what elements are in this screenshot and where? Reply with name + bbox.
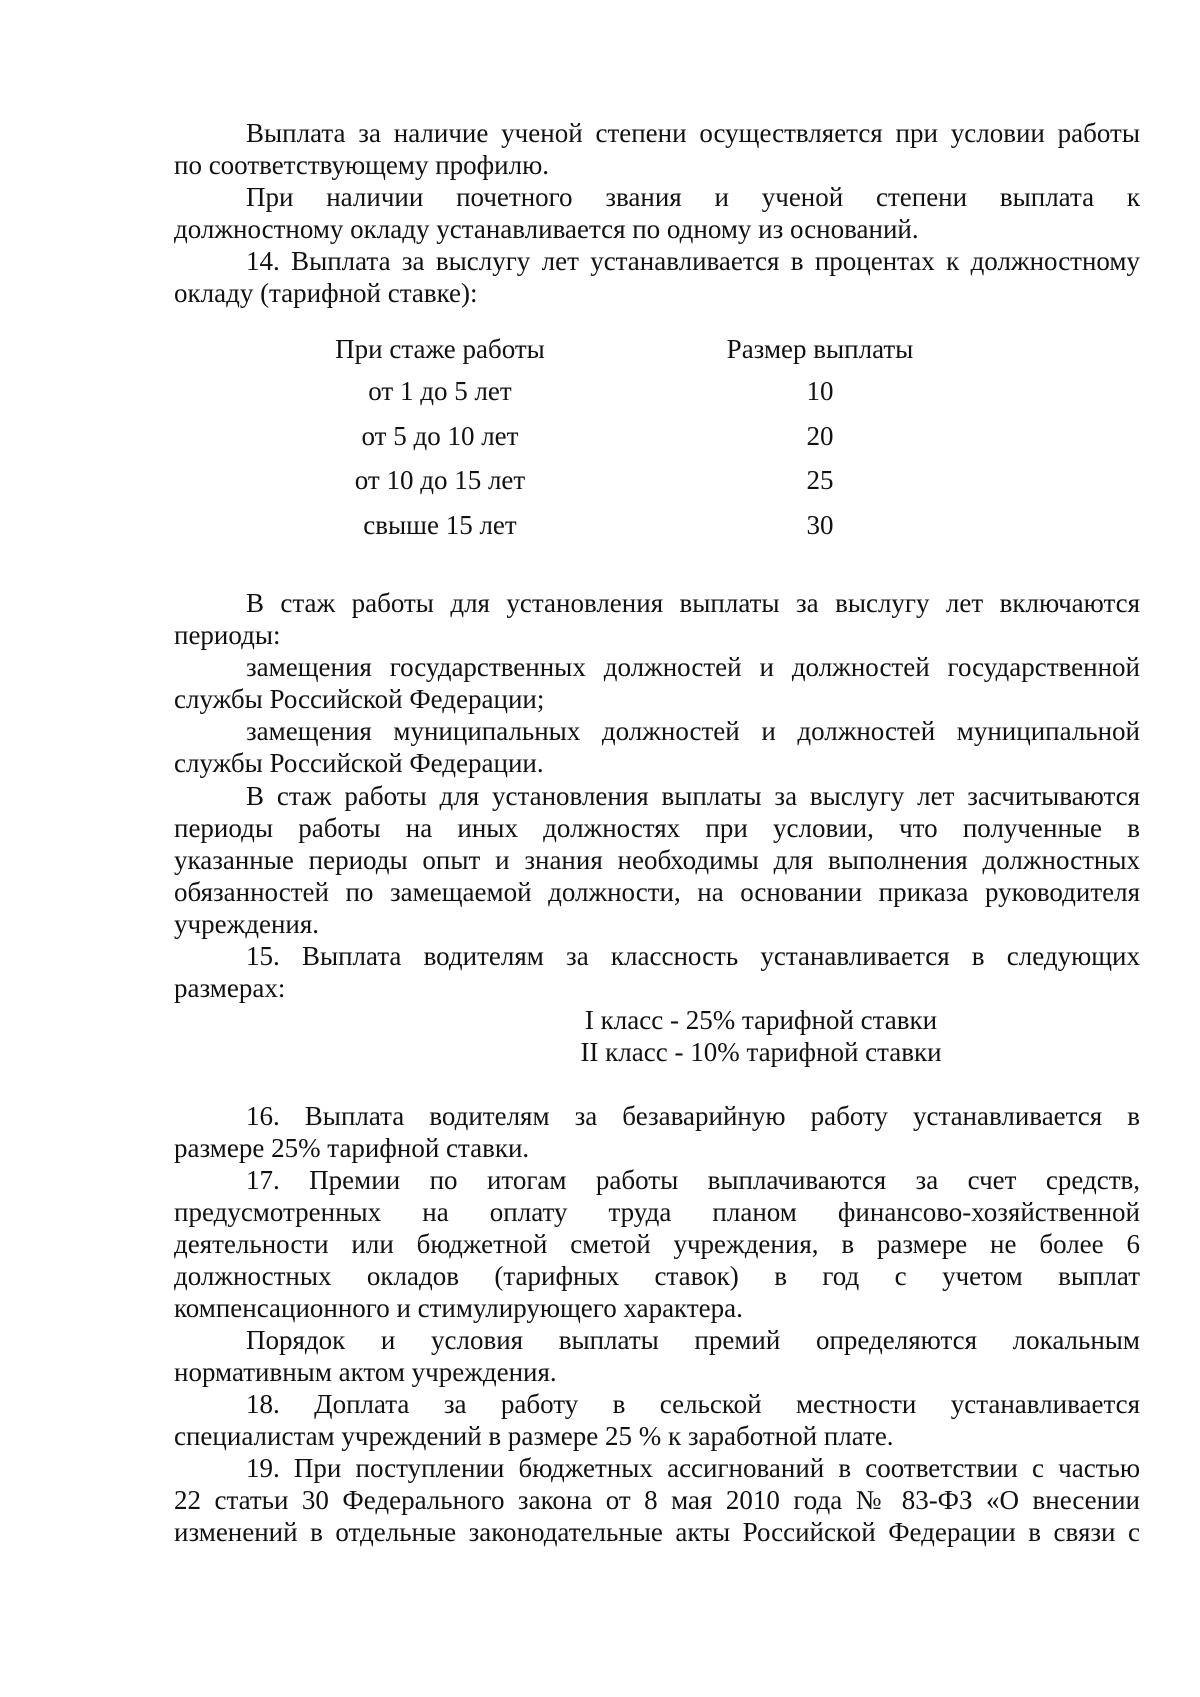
table-cell-seniority: от 1 до 5 лет bbox=[368, 376, 512, 406]
p11-line-2: нормативным актом учреждения. bbox=[174, 1357, 557, 1387]
table-cell-amount: 10 bbox=[806, 376, 834, 406]
p9-line-2: размере 25% тарифной ставки. bbox=[174, 1133, 530, 1163]
table-header-seniority: При стаже работы bbox=[335, 334, 545, 364]
table-cell-amount: 30 bbox=[806, 510, 834, 540]
p12-line-1: 18. Доплата за работу в сельской местности устанавливается bbox=[246, 1389, 1140, 1419]
table-cell-amount: 20 bbox=[806, 421, 834, 451]
p10-line-5: компенсационного и стимулирующего характера. bbox=[174, 1293, 743, 1323]
p13-line-2: 22 статьи 30 Федерального закона от 8 мая 2010 года № 83-ФЗ «О внесении bbox=[174, 1485, 1140, 1515]
p2-line-1: При наличии почетного звания и ученой степени выплата к bbox=[246, 182, 1140, 212]
p13-line-3: изменений в отдельные законодательные акты Российской Федерации в связи с bbox=[174, 1517, 1140, 1547]
p7-line-3: указанные периоды опыт и знания необходимы для выполнения должностных bbox=[174, 845, 1140, 875]
p11-line-1: Порядок и условия выплаты премий определяются локальным bbox=[246, 1325, 1140, 1355]
p1-line-1: Выплата за наличие ученой степени осуществляется при условии работы bbox=[246, 118, 1140, 148]
p7-line-1: В стаж работы для установления выплаты за выслугу лет засчитываются bbox=[246, 781, 1140, 811]
p5-line-2: службы Российской Федерации; bbox=[174, 684, 545, 714]
p10-line-4: должностных окладов (тарифных ставок) в год с учетом выплат bbox=[174, 1261, 1140, 1291]
p7-line-5: учреждения. bbox=[174, 909, 320, 939]
table-cell-amount: 25 bbox=[806, 465, 834, 495]
p1-line-2: по соответствующему профилю. bbox=[174, 150, 550, 180]
p12-line-2: специалистам учреждений в размере 25 % к заработной плате. bbox=[174, 1421, 894, 1451]
driver-class-2: II класс - 10% тарифной ставки bbox=[580, 1037, 942, 1067]
p9-line-1: 16. Выплата водителям за безаварийную работу устанавливается в bbox=[246, 1101, 1140, 1131]
p6-line-2: службы Российской Федерации. bbox=[174, 748, 544, 778]
p2-line-2: должностному окладу устанавливается по одному из оснований. bbox=[174, 214, 919, 244]
p10-line-3: деятельности или бюджетной сметой учреждения, в размере не более 6 bbox=[174, 1229, 1140, 1259]
p10-line-2: предусмотренных на оплату труда планом финансово-хозяйственной bbox=[174, 1197, 1140, 1227]
table-cell-seniority: от 5 до 10 лет bbox=[361, 421, 519, 451]
table-cell-seniority: от 10 до 15 лет bbox=[354, 465, 526, 495]
p7-line-2: периоды работы на иных должностях при условии, что полученные в bbox=[174, 813, 1140, 843]
p7-line-4: обязанностей по замещаемой должности, на основании приказа руководителя bbox=[174, 877, 1140, 907]
p4-line-2: периоды: bbox=[174, 620, 281, 650]
p3-line-2: окладу (тарифной ставке): bbox=[174, 278, 478, 308]
p10-line-1: 17. Премии по итогам работы выплачиваются за счет средств, bbox=[246, 1165, 1140, 1195]
p4-line-1: В стаж работы для установления выплаты за выслугу лет включаются bbox=[246, 588, 1140, 618]
driver-class-1: I класс - 25% тарифной ставки bbox=[584, 1005, 938, 1035]
p13-line-1: 19. При поступлении бюджетных ассигнований в соответствии с частью bbox=[246, 1453, 1140, 1483]
p3-line-1: 14. Выплата за выслугу лет устанавливается в процентах к должностному bbox=[246, 246, 1140, 276]
p8-line-2: размерах: bbox=[174, 973, 286, 1003]
p8-line-1: 15. Выплата водителям за классность устанавливается в следующих bbox=[246, 941, 1140, 971]
p6-line-1: замещения муниципальных должностей и должностей муниципальной bbox=[246, 716, 1140, 746]
table-cell-seniority: свыше 15 лет bbox=[363, 510, 517, 540]
table-header-amount: Размер выплаты bbox=[726, 334, 914, 364]
p5-line-1: замещения государственных должностей и должностей государственной bbox=[246, 652, 1140, 682]
